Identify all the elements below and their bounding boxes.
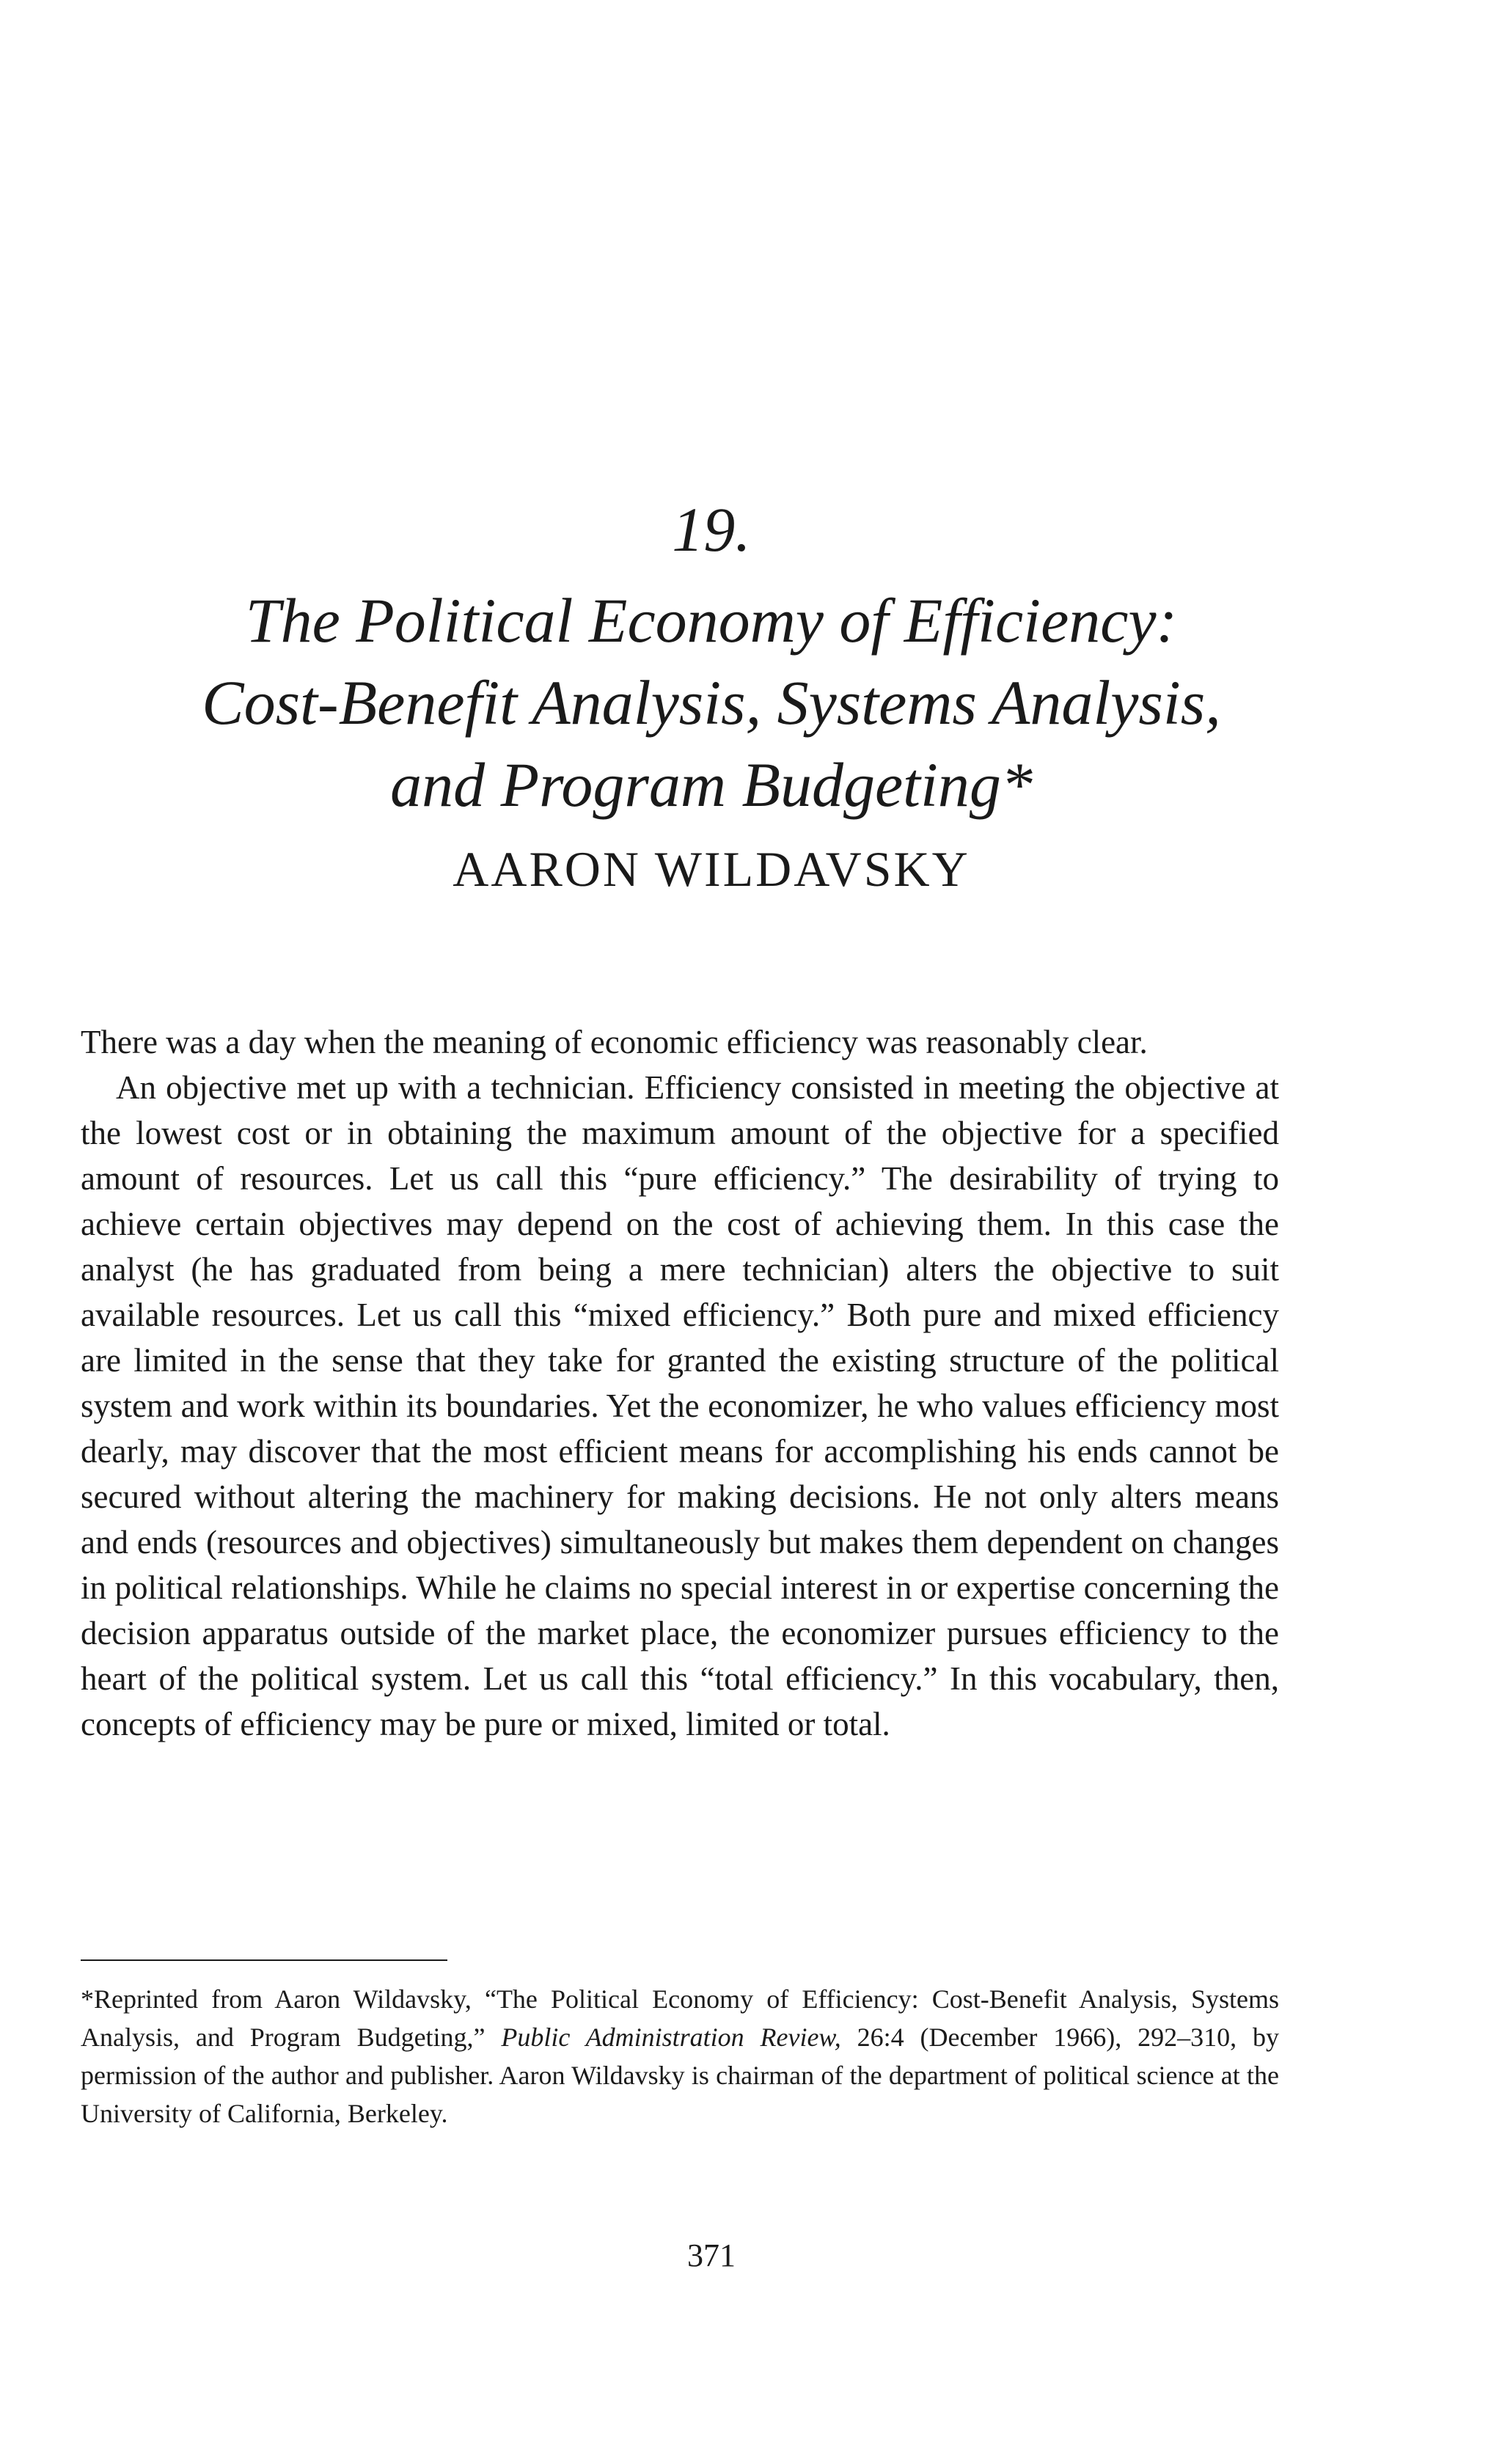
title-line-2: Cost-Benefit Analysis, Systems Analysis, <box>202 667 1221 738</box>
paragraph-1: There was a day when the meaning of economic efficiency was reasonably clear. <box>81 1024 1148 1060</box>
footnote-divider <box>81 1959 447 1961</box>
title-line-3: and Program Budgeting* <box>390 749 1033 820</box>
chapter-title <box>0 579 1423 826</box>
title-line-1: The Political Economy of Efficiency: <box>245 585 1178 656</box>
body-text <box>81 1019 1279 1747</box>
author-name: AARON WILDAVSKY <box>453 841 970 897</box>
footnote <box>81 1980 1279 2133</box>
footnote-journal-title: Public Administration Review, <box>501 2023 841 2052</box>
chapter-number: 19. <box>672 494 751 565</box>
footnote-text-start: *Reprinted from Aaron Wildavsky, “The Political Economy of Efficiency: Cost-Benefit Analysis, Systems Analysis, and Program Budgeting,” <box>81 1984 1279 2052</box>
footnote-text-end: 26:4 (December 1966), 292–310, by permission of the author and publisher. Aaron Wildavsky is chairman of the department of political science at the University of California, Berkeley. <box>81 2023 1280 2128</box>
paragraph-2: An objective met up with a technician. Efficiency consisted in meeting the objective at the lowest cost or in obtaining the maximum amount of the objective for a specified amount of resources. Let us call this “pure efficiency.” The desirability of trying to achieve certain objectives may depend on the cost of achieving them. In this case the analyst (he has graduated from being a mere technician) alters the objective to suit available resources. Let us call this “mixed efficiency.” Both pure and mixed efficiency are limited in the sense that they take for granted the existing structure of the political system and work within its boundaries. Yet the economizer, he who values efficiency most dearly, may discover that the most efficient means for accomplishing his ends cannot be secured without altering the machinery for making decisions. He not only alters means and ends (resources and objectives) simultaneously but makes them dependent on changes in political relationships. While he claims no special interest in or expertise concerning the decision apparatus outside of the market place, the economizer pursues efficiency to the heart of the political system. Let us call this “total efficiency.” In this vocabulary, then, concepts of efficiency may be pure or mixed, limited or total. <box>81 1069 1279 1742</box>
page-number: 371 <box>687 2237 736 2273</box>
